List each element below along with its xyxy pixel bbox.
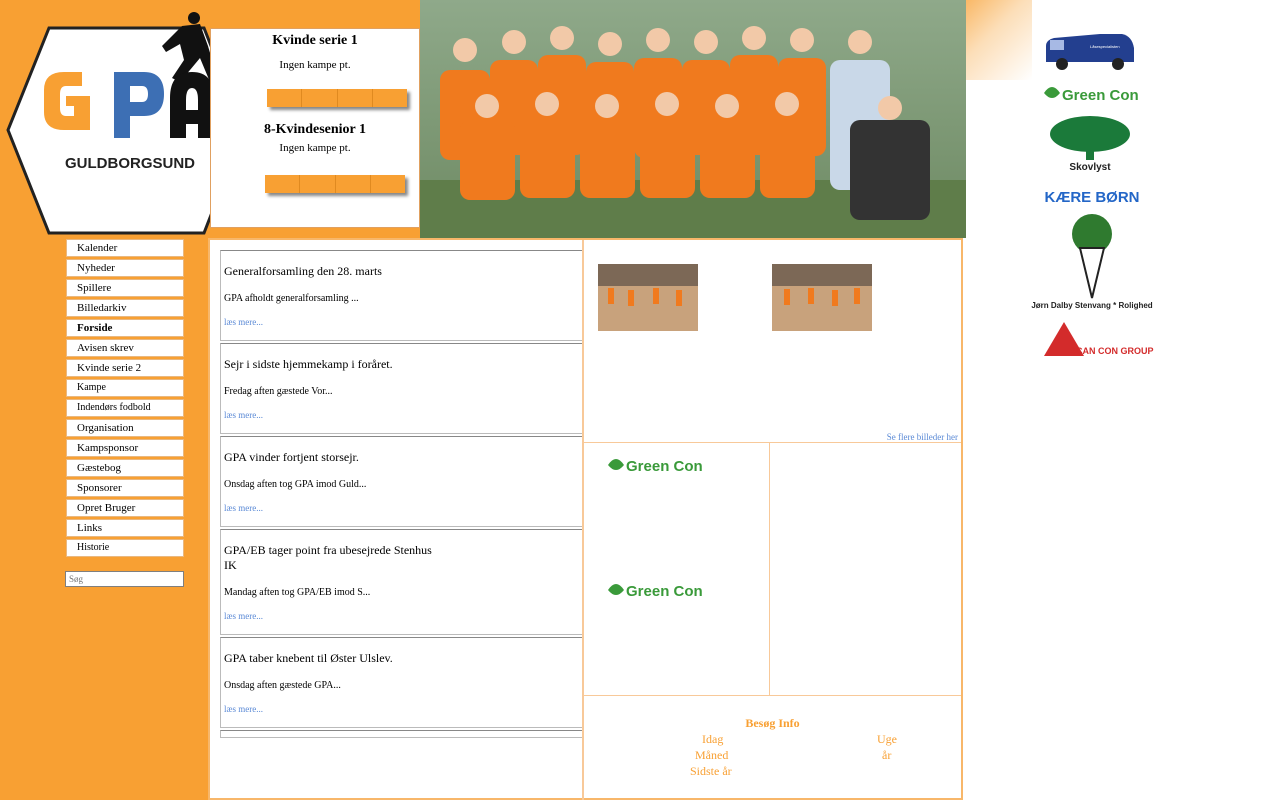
sponsor-name: Green Con [626,583,703,600]
sponsor-van-text: Låsespecialisten [1090,44,1120,49]
team-photo [420,0,966,238]
news-teaser: Mandag aften tog GPA/EB imod S... [224,587,371,598]
sponsor-logo-green-con[interactable] [604,451,708,484]
sponsor-logo-green-con-side[interactable] [1040,78,1144,112]
visit-info-title: Besøg Info [745,716,800,730]
news-teaser: Fredag aften gæstede Vor... [224,386,333,397]
sponsor-box [584,442,961,696]
menu-item-opret-bruger[interactable]: Opret Bruger [66,499,184,517]
menu-item-nyheder[interactable]: Nyheder [66,259,184,277]
sponsor-logo-green-con[interactable] [604,576,708,609]
header-fade [966,0,1032,80]
news-item [220,250,584,341]
sponsor-logo-van[interactable] [1040,28,1144,78]
standings-status-1: Ingen kampe pt. [279,59,351,71]
sponsor-box-divider [769,443,770,695]
menu-item-kampsponsor[interactable]: Kampsponsor [66,439,184,457]
sponsor-sidebar [1031,28,1154,366]
read-more-link[interactable]: læs mere... [224,317,263,327]
standings-panel [210,28,420,228]
sponsor-logo-kaere-born[interactable] [1040,184,1144,212]
menu-item-spillere[interactable]: Spillere [66,279,184,297]
menu-item-historie[interactable]: Historie [66,539,184,557]
sponsor-name: Jørn Dalby Stenvang * Rolighed [1031,301,1153,310]
read-more-link[interactable]: læs mere... [224,503,263,513]
gallery-thumbnail[interactable] [598,264,698,331]
news-item [220,529,584,635]
sponsor-logo-jorn-dalby[interactable] [1031,212,1153,316]
menu-item-indendors-fodbold[interactable]: Indendørs fodbold [66,399,184,417]
standings-bar-1 [267,89,407,107]
read-more-link[interactable]: læs mere... [224,410,263,420]
menu-item-organisation[interactable]: Organisation [66,419,184,437]
sponsor-logo-skovlyst[interactable] [1040,112,1144,184]
menu-item-gaestebog[interactable]: Gæstebog [66,459,184,477]
read-more-link[interactable]: læs mere... [224,611,263,621]
menu-item-avisen-skrev[interactable]: Avisen skrev [66,339,184,357]
menu-item-billedarkiv[interactable]: Billedarkiv [66,299,184,317]
news-list [220,250,584,738]
news-title[interactable]: GPA taber knebent til Øster Ulslev. [224,651,393,665]
visits-last-year[interactable]: Sidste år [690,764,732,778]
sponsor-logo-scan-con[interactable] [1040,316,1154,366]
news-teaser: Onsdag aften gæstede GPA... [224,680,341,691]
menu-item-sponsorer[interactable]: Sponsorer [66,479,184,497]
sponsor-name: Green Con [626,458,703,475]
standings-title-1: Kvinde serie 1 [272,33,358,48]
main-content [208,238,963,800]
standings-status-2: Ingen kampe pt. [279,142,351,154]
news-title[interactable]: GPA vinder fortjent storsejr. [224,450,359,464]
sponsor-name: SCAN CON GROUP [1070,346,1154,356]
menu-item-links[interactable]: Links [66,519,184,537]
news-item [220,343,584,434]
news-title[interactable]: Sejr i sidste hjemmekamp i foråret. [224,357,393,371]
news-teaser: GPA afholdt generalforsamling ... [224,293,359,304]
svg-text:GULDBORGSUND: GULDBORGSUND [65,155,195,172]
menu-item-kvinde-serie-2[interactable]: Kvinde serie 2 [66,359,184,377]
news-item [220,637,584,728]
visits-year[interactable]: år [882,748,892,762]
sponsor-name: Skovlyst [1069,162,1111,173]
search-input[interactable] [65,571,184,587]
news-item [220,436,584,527]
see-more-photos-link[interactable]: Se flere billeder her [886,432,958,442]
news-teaser: Onsdag aften tog GPA imod Guld... [224,479,367,490]
read-more-link[interactable]: læs mere... [224,704,263,714]
menu-item-kalender[interactable]: Kalender [66,239,184,257]
visits-today[interactable]: Idag [702,732,724,746]
photo-gallery [584,242,960,442]
visit-info [584,716,961,778]
visits-month[interactable]: Måned [695,748,729,762]
news-title[interactable]: GPA/EB tager point fra ubesejrede Stenhus IK [224,543,432,572]
standings-title-2: 8-Kvindesenior 1 [263,122,367,137]
news-list-end [220,730,584,738]
gallery-thumbnail[interactable] [772,264,872,331]
sponsor-name: KÆRE BØRN [1044,189,1140,206]
news-title[interactable]: Generalforsamling den 28. marts [224,264,382,278]
standings-bar-2 [265,175,405,193]
sponsor-name: Green Con [1062,87,1139,104]
menu-item-kampe[interactable]: Kampe [66,379,184,397]
menu-item-forside[interactable]: Forside [66,319,184,337]
main-menu [66,239,184,559]
visits-week[interactable]: Uge [877,732,897,746]
